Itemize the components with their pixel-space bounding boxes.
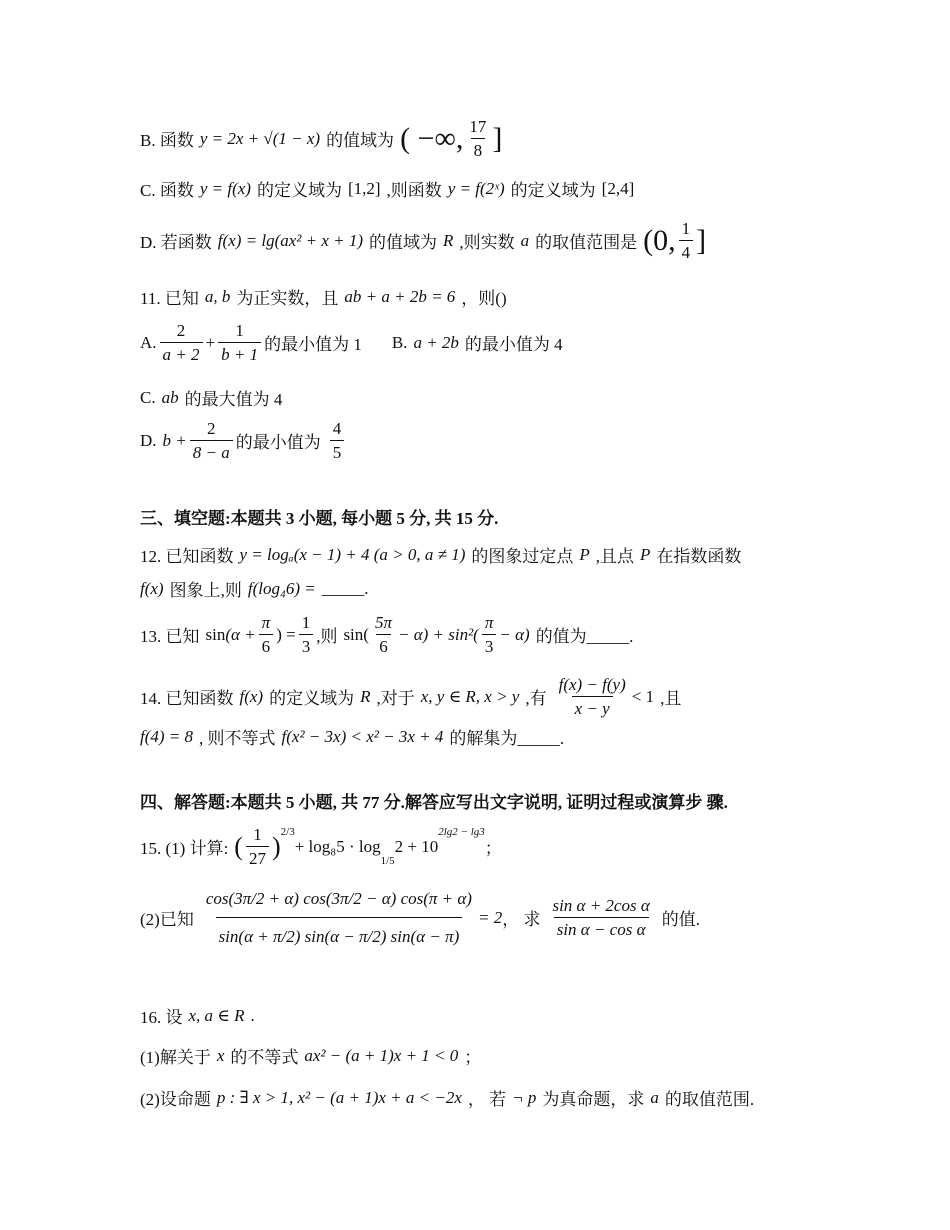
q11-option-d: [140, 420, 347, 461]
expr: + log₈5 · log: [294, 836, 381, 856]
fraction: $\frac{1}{4}$: [679, 220, 694, 261]
text: 12. 已知函数: [140, 547, 234, 566]
negation: ¬ p: [512, 1087, 537, 1107]
expr: 2 + 10: [394, 836, 439, 856]
option-label: D.: [140, 430, 157, 450]
q10-option-d: [140, 220, 706, 261]
q16-stem: [140, 1003, 255, 1028]
text: 的最大值为 4: [184, 390, 283, 409]
q11-options-ab: [140, 322, 563, 363]
text: (2)已知: [140, 910, 194, 929]
function: y = logₐ(x − 1) + 4 (a > 0, a ≠ 1): [239, 544, 466, 564]
fraction: $\frac{\pi}{6}$: [259, 614, 274, 655]
exponent: 2lg2 − lg3: [438, 826, 485, 838]
fraction: $\frac{1}{b + 1}$: [218, 322, 261, 363]
text: 的值域为: [369, 233, 438, 252]
text: 的取值范围.: [664, 1090, 755, 1109]
range-right: ]: [696, 223, 707, 257]
expr: (α +: [225, 624, 256, 644]
text: 的不等式: [230, 1048, 299, 1067]
range-right: ]: [492, 121, 503, 155]
option-label: A.: [140, 332, 157, 352]
text: ,则: [316, 627, 338, 646]
text: , 则不等式: [199, 729, 276, 748]
condition: x, a ∈ R: [188, 1005, 245, 1025]
text: 为真命题，求: [542, 1090, 645, 1109]
text: 的取值范围是: [535, 233, 638, 252]
expr: ab: [161, 387, 179, 407]
q14-line-1: [140, 676, 681, 717]
condition: ab + a + 2b = 6: [344, 286, 456, 306]
text: ，则(): [461, 289, 507, 308]
domain-1: [1,2]: [347, 178, 381, 198]
inequality: f(x² − 3x) < x² − 3x + 4: [281, 726, 444, 746]
var-a: a: [520, 230, 530, 250]
plus: +: [205, 332, 216, 352]
inequality: ax² − (a + 1)x + 1 < 0: [304, 1045, 459, 1065]
expr: a + 2b: [413, 332, 459, 352]
text: .: [250, 1005, 255, 1025]
text: ；: [484, 839, 502, 858]
q11-stem: [140, 284, 507, 309]
text: 的定义域为: [510, 181, 596, 200]
fraction: $\frac{\text{sin α + 2cos α}}{\text{sin α − cos α}}$: [552, 896, 650, 939]
equals: = 2: [477, 907, 503, 927]
fraction: $\frac{1}{27}$: [246, 826, 269, 867]
option-label: B.: [391, 332, 408, 352]
text: ,且: [660, 689, 682, 708]
proposition: p : ∃ x > 1, x² − (a + 1)x + a < −2x: [216, 1087, 462, 1107]
var-a: a: [650, 1087, 659, 1107]
text: (1)解关于: [140, 1048, 211, 1067]
text: 11. 已知: [140, 289, 199, 308]
set-r: R: [360, 686, 371, 706]
paren-close: ): [271, 831, 281, 861]
fraction: $\frac{2}{a + 2}$: [160, 322, 203, 363]
exponent: 2/3: [280, 826, 295, 838]
var-x: x: [216, 1045, 225, 1065]
text: ,有: [525, 689, 547, 708]
paren-open: (: [234, 831, 243, 861]
big-fraction: $\frac{\cos(3\pi/2 + \alpha) \cos(3\pi/2 - \alpha) \cos(\pi + \alpha)}{\sin(\alpha + \pi/2) \sin(\alpha - \pi/2) \sin(\alpha - \pi)}$: [205, 889, 472, 946]
text: 的最小值为 1: [264, 335, 362, 354]
text: ,则实数: [459, 233, 515, 252]
text: 的最小值为 4: [464, 335, 563, 354]
option-label: B. 函数: [140, 131, 194, 150]
fraction: $\frac{1}{3}$: [299, 614, 314, 655]
fraction: $\frac{f(x) - f(y)}{x - y}$: [558, 675, 626, 718]
text: 14. 已知函数: [140, 689, 234, 708]
expr: sin(: [343, 624, 369, 644]
expr: f(log₄6) =: [247, 578, 316, 598]
expr: f(4) = 8: [140, 726, 194, 746]
text: ；: [464, 1048, 482, 1067]
inequality: < 1: [631, 686, 655, 706]
q16-part-1: [140, 1043, 481, 1068]
formula: f(x) = lg(ax² + x + 1): [217, 230, 364, 250]
text: 16. 设: [140, 1008, 183, 1027]
q12-line-2: [140, 576, 369, 601]
text: 的值.: [661, 910, 701, 929]
q16-part-2: [140, 1085, 754, 1110]
set-r: R: [443, 230, 454, 250]
option-label: C. 函数: [140, 181, 194, 200]
fraction: $\frac{17}{8}$: [469, 117, 487, 160]
text: ， 求: [502, 910, 541, 929]
text: 的图象过定点: [471, 547, 574, 566]
answer-blank: _____.: [321, 578, 369, 598]
q13: [140, 614, 633, 655]
function: f(x): [239, 686, 264, 706]
text: ， 若: [467, 1090, 507, 1109]
text: 为正实数，且: [236, 289, 339, 308]
formula: y = f(x): [199, 178, 251, 198]
fraction: $\frac{5\pi}{6}$: [374, 613, 392, 656]
section-3-title: 三、填空题:本题共 3 小题, 每小题 5 分, 共 15 分.: [140, 509, 499, 528]
text: ,且点: [595, 547, 635, 566]
domain-2: [2,4]: [601, 178, 635, 198]
condition: x, y ∈ R, x > y: [420, 686, 520, 706]
function: f(x): [140, 578, 164, 598]
fraction: $\frac{2}{8 - a}$: [190, 420, 233, 461]
formula-2: y = f(2ˣ): [447, 178, 505, 198]
sin: sin: [205, 624, 226, 644]
q10-option-b: [140, 118, 502, 159]
equals: ) =: [276, 624, 296, 644]
fraction: $\frac{\pi}{3}$: [482, 614, 497, 655]
q15-part-1: [140, 826, 502, 867]
point-p: P: [640, 544, 651, 564]
answer-blank: 的值为_____.: [535, 627, 634, 646]
text: 的定义域为: [269, 689, 355, 708]
vars: a, b: [204, 286, 231, 306]
text: ,则函数: [386, 181, 442, 200]
text: 15. (1) 计算:: [140, 839, 229, 858]
text: ,对于: [376, 689, 415, 708]
expr: − α): [499, 624, 530, 644]
text: 的定义域为: [256, 181, 342, 200]
answer-blank: 的解集为_____.: [449, 729, 565, 748]
expr: − α) + sin²(: [397, 624, 479, 644]
point-p: P: [579, 544, 590, 564]
q14-line-2: [140, 724, 564, 749]
option-label: D. 若函数: [140, 233, 212, 252]
q11-option-c: [140, 385, 282, 410]
option-label: C.: [140, 387, 156, 407]
log-base: 1/5: [380, 855, 395, 867]
text: (2)设命题: [140, 1090, 211, 1109]
text: 的值域为: [326, 131, 395, 150]
text: 图象上,则: [169, 581, 242, 600]
formula: y = 2x + √(1 − x): [199, 128, 321, 148]
q15-part-2: [140, 890, 700, 945]
text: 13. 已知: [140, 627, 200, 646]
text: 在指数函数: [656, 547, 742, 566]
text: 的最小值为: [235, 433, 321, 452]
range-left: ( −∞,: [400, 121, 464, 155]
fraction: $\frac{4}{5}$: [330, 420, 345, 461]
expr: b +: [162, 430, 187, 450]
range-left: (0,: [643, 223, 676, 257]
q10-option-c: [140, 176, 634, 201]
section-4-title: 四、解答题:本题共 5 小题, 共 77 分.解答应写出文字说明, 证明过程或演算步 骤.: [140, 793, 728, 812]
q12-line-1: [140, 542, 741, 567]
